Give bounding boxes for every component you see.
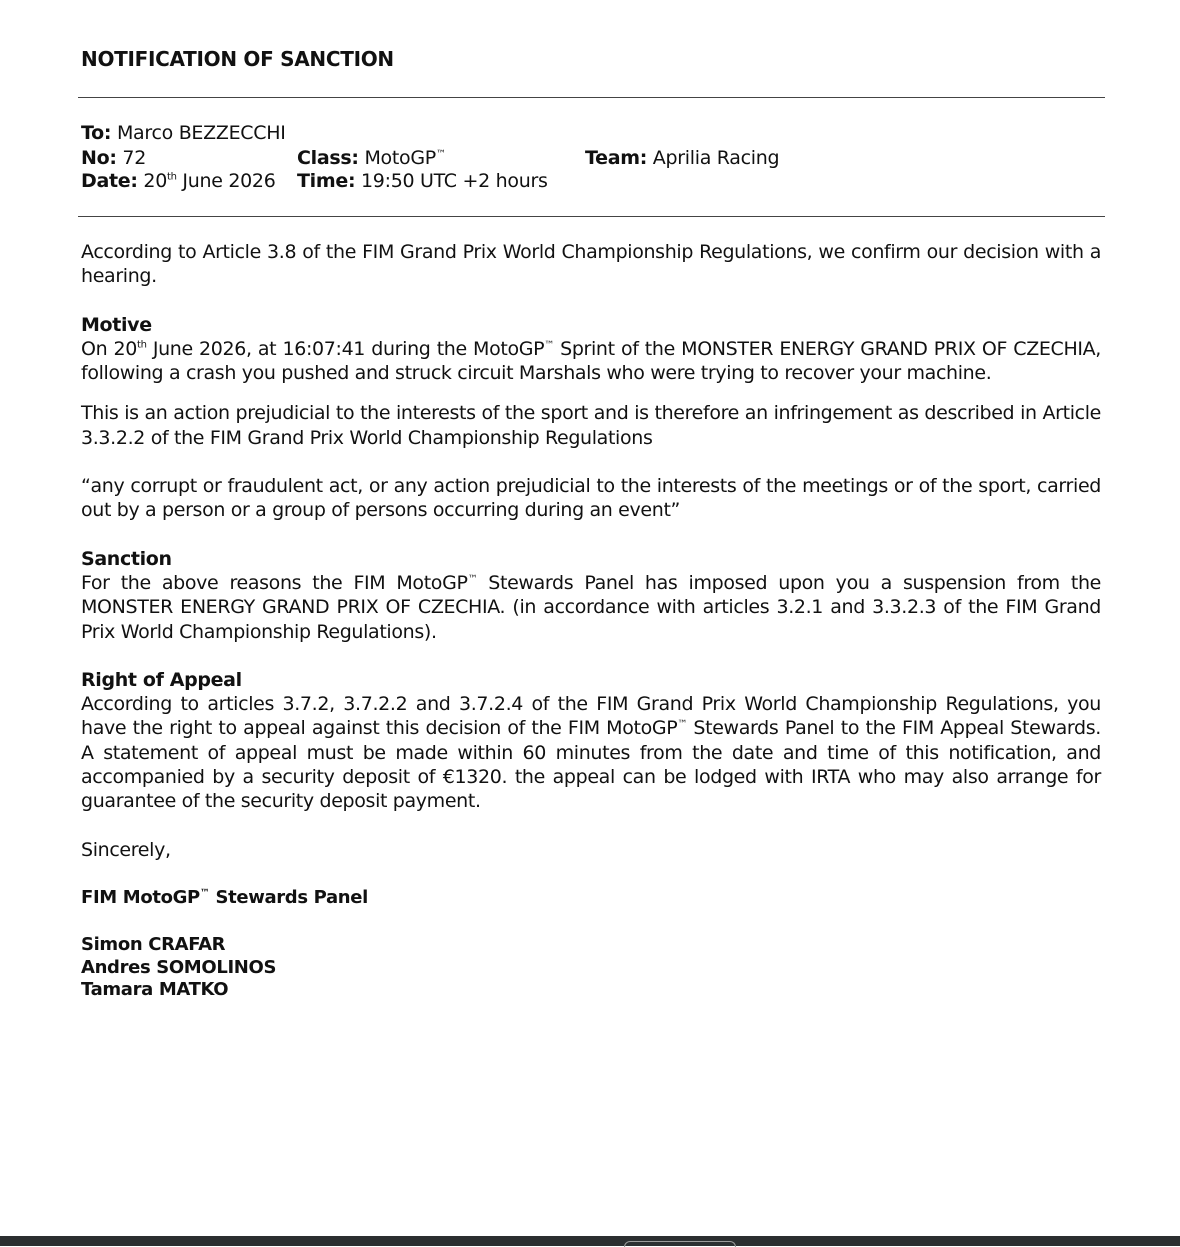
trademark-mark: ™ xyxy=(677,719,687,731)
date-label: Date: xyxy=(81,170,138,192)
trademark-mark: ™ xyxy=(199,887,210,899)
closing-salutation: Sincerely, xyxy=(81,838,171,861)
appeal-heading: Right of Appeal xyxy=(81,668,242,691)
header-top-divider xyxy=(78,97,1105,98)
viewer-scroll-handle[interactable] xyxy=(624,1241,736,1247)
motive-section xyxy=(81,313,1101,386)
infringement-paragraph: This is an action prejudicial to the interests of the sport and is therefore an infringement as described in Article 3.3.2.2 of the FIM Grand Prix World Championship Regulations xyxy=(81,402,1101,449)
date-rest: June 2026 xyxy=(182,170,276,192)
class-line xyxy=(297,146,446,170)
viewer-bottom-bar xyxy=(0,1236,1180,1246)
sanction-text-b: Stewards Panel has imposed upon you a suspension from the MONSTER ENERGY GRAND PRIX OF CZECHIA. (in accordance with articles 3.2.1 and 3.3.2.3 of the FIM Grand Prix World Championship Regulations). xyxy=(81,571,1101,643)
recipient-name: Marco BEZZECCHI xyxy=(116,122,286,144)
panel-name-a: FIM MotoGP xyxy=(81,886,200,908)
date-suffix: th xyxy=(167,171,177,183)
date-day: 20 xyxy=(143,170,167,192)
sanction-section xyxy=(81,547,1101,644)
motive-date-suffix: th xyxy=(137,339,147,351)
steward-names xyxy=(81,934,1101,1002)
sanction-heading: Sanction xyxy=(81,547,172,570)
time-label: Time: xyxy=(297,170,356,192)
trademark-mark: ™ xyxy=(544,339,554,351)
no-label: No: xyxy=(81,147,117,169)
trademark-mark: ™ xyxy=(435,149,446,160)
motive-text-b: June 2026, at 16:07:41 during the MotoGP xyxy=(152,337,545,360)
steward-name: Simon CRAFAR xyxy=(81,934,226,956)
team-label: Team: xyxy=(585,147,648,169)
class-label: Class: xyxy=(297,147,359,169)
appeal-text-a: According to articles 3.7.2, 3.7.2.2 and 3.7.2.4 of the FIM Grand Prix World Championship Regulations, you have the right to appeal against this decision of the FIM MotoGP xyxy=(81,693,1101,740)
date-line xyxy=(81,169,276,193)
steward-name: Andres SOMOLINOS xyxy=(81,956,277,978)
time-value: 19:50 UTC +2 hours xyxy=(361,170,548,192)
to-label: To: xyxy=(81,122,112,144)
header-bottom-divider xyxy=(78,216,1105,217)
motive-text-a: On 20 xyxy=(81,337,138,360)
document-title: NOTIFICATION OF SANCTION xyxy=(81,47,394,71)
team-line xyxy=(585,146,779,170)
rider-number: 72 xyxy=(122,147,146,169)
trademark-mark: ™ xyxy=(467,573,478,585)
document-body xyxy=(81,240,1101,1002)
panel-name-b: Stewards Panel xyxy=(215,886,368,908)
class-value: MotoGP xyxy=(364,147,436,169)
sanction-text-a: For the above reasons the FIM MotoGP xyxy=(81,571,468,594)
regulation-quote: “any corrupt or fraudulent act, or any action prejudicial to the interests of the meetings or of the sport, carried out by a person or a group of persons occurring during an event” xyxy=(81,475,1101,522)
stewards-panel-signature xyxy=(81,886,1101,910)
recipient-line xyxy=(81,121,286,145)
motive-text-c: Sprint of the MONSTER ENERGY GRAND PRIX OF CZECHIA, following a crash you pushed and struck circuit Marshals who were trying to recover your machine. xyxy=(81,337,1101,385)
appeal-text-b: Stewards Panel to the FIM Appeal Stewards. A statement of appeal must be made within 60 minutes from the date and time of this notification, and accompanied by a security deposit of €1320. the appeal can be lodged with IRTA who may also arrange for guarantee of the security deposit payment. xyxy=(81,717,1101,813)
intro-paragraph: According to Article 3.8 of the FIM Grand Prix World Championship Regulations, we confirm our decision with a hearing. xyxy=(81,241,1101,288)
rider-number-line xyxy=(81,146,146,170)
steward-name: Tamara MATKO xyxy=(81,979,229,1001)
motive-heading: Motive xyxy=(81,313,152,336)
time-line xyxy=(297,169,548,193)
appeal-section xyxy=(81,668,1101,814)
team-value: Aprilia Racing xyxy=(652,147,780,169)
